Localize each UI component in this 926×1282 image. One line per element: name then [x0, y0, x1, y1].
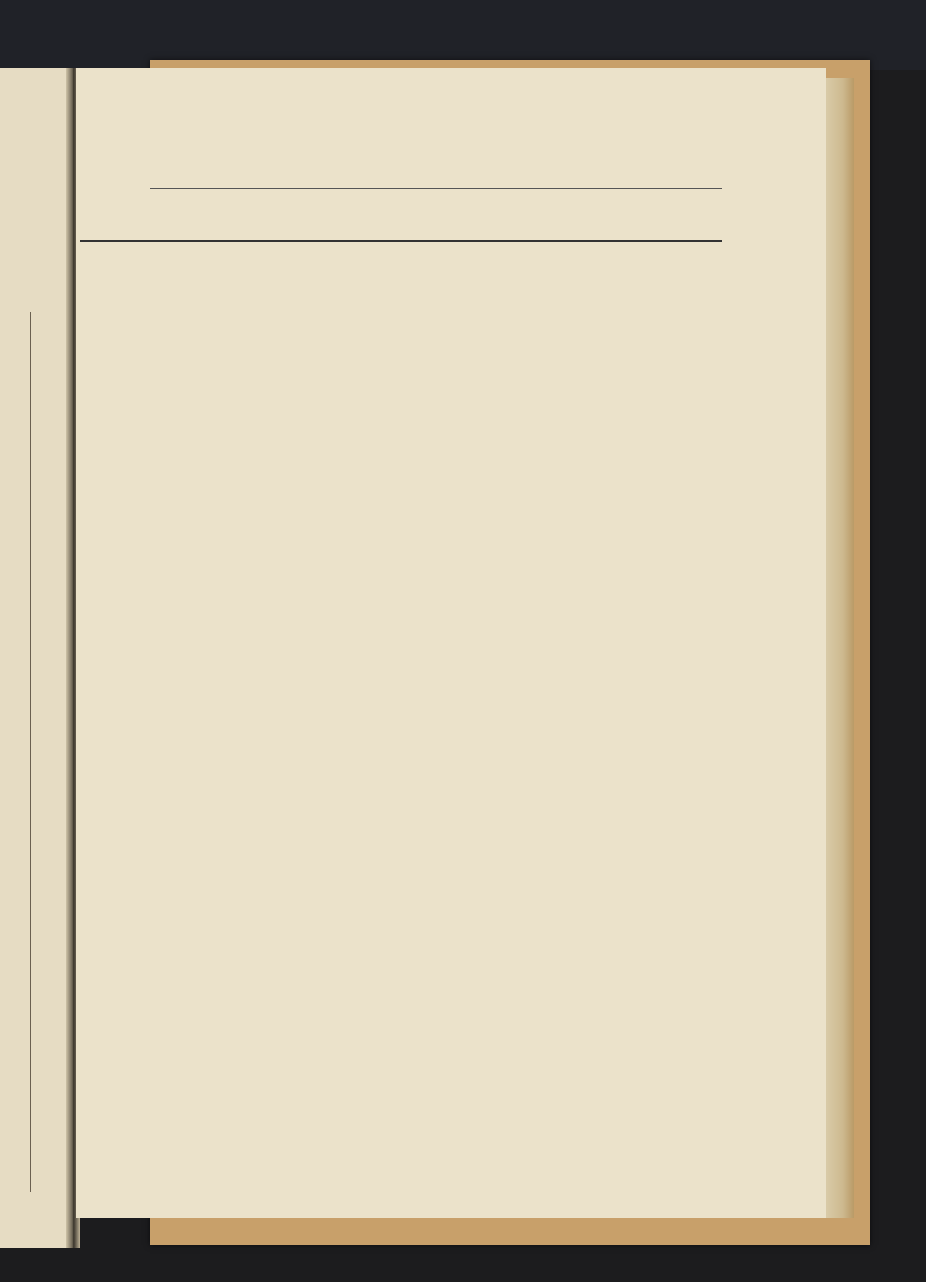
page-edges — [826, 78, 854, 1218]
table-top-rule — [80, 240, 722, 242]
left-page — [0, 68, 72, 1248]
left-page-rule — [30, 312, 31, 1192]
header-rule — [150, 188, 722, 189]
